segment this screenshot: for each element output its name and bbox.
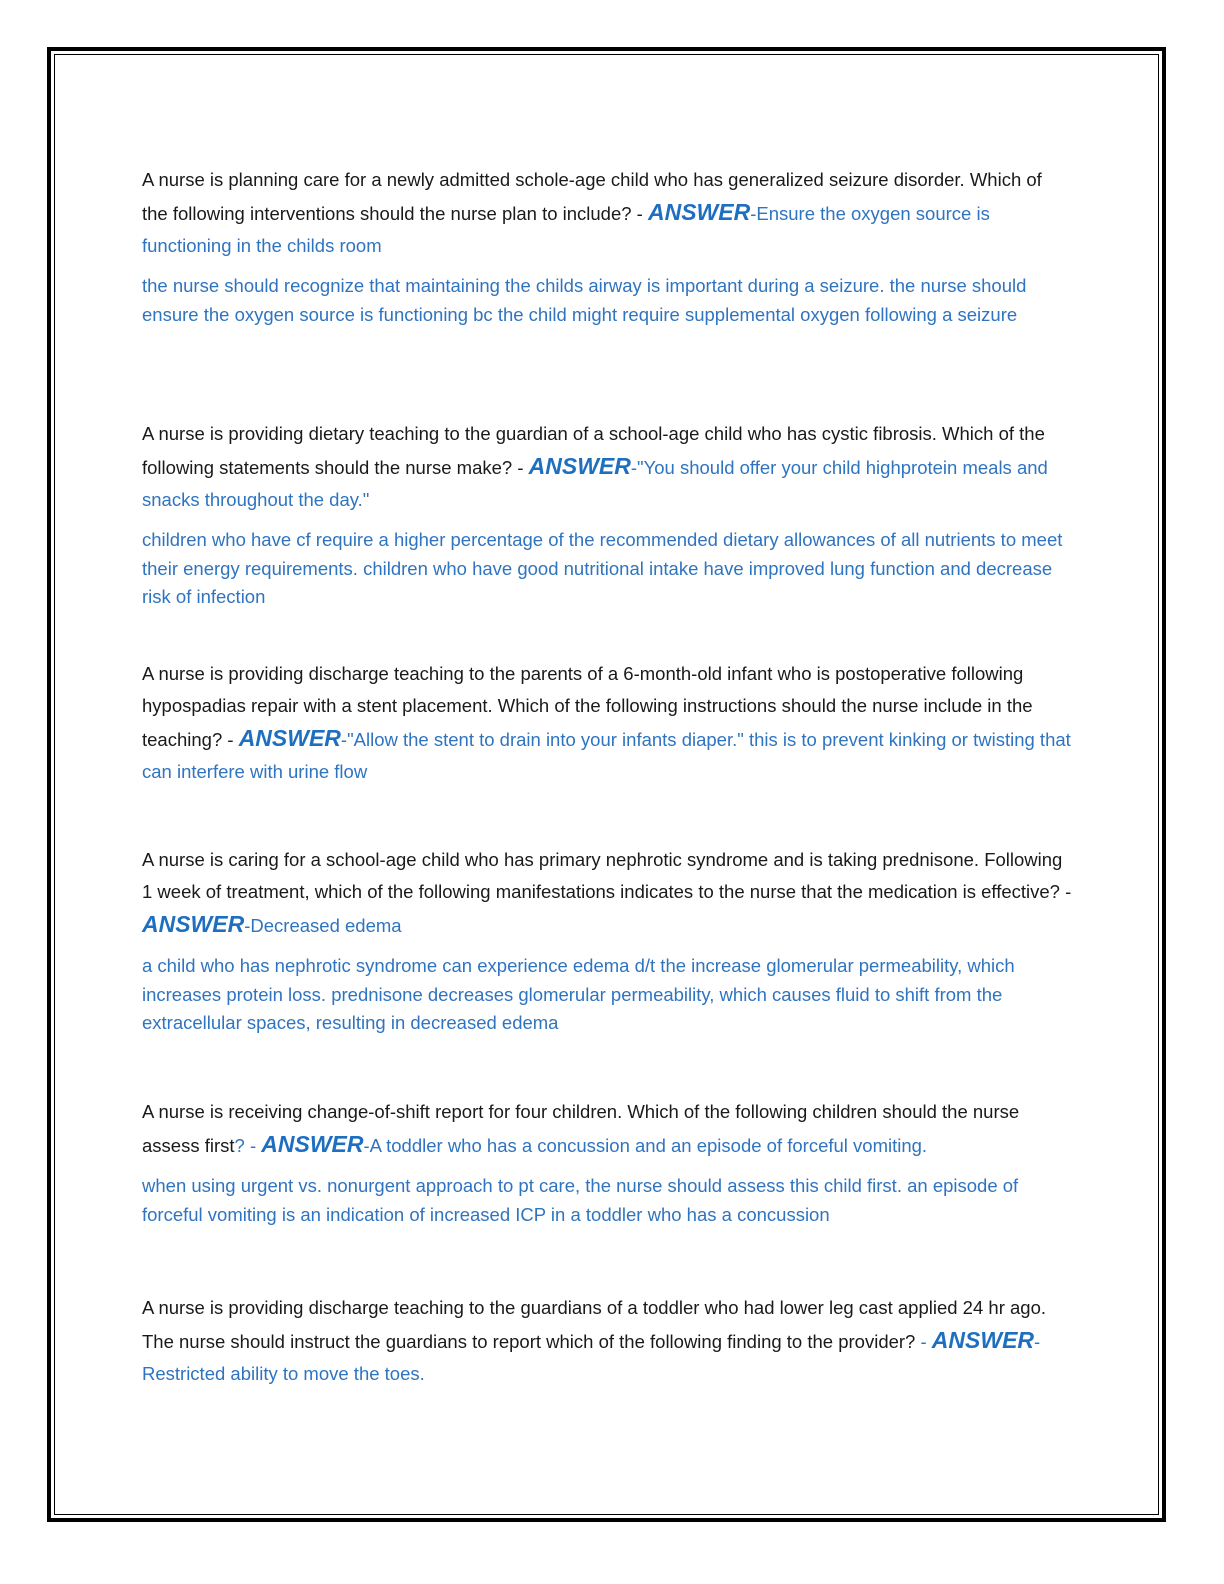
question-tail: -: [915, 1331, 932, 1352]
qa-question-paragraph: [142, 658, 1072, 788]
qa-item-6: [142, 1292, 1072, 1390]
explanation-text: children who have cf require a higher percentage of the recommended dietary allowances of all nutrients to meet their energy requirements. children who have good nutritional intake have improved lung function and decrease risk of infection: [142, 529, 1063, 607]
question-text: A nurse is receiving change-of-shift report for four children. Which of the following children should the nurse assess first: [142, 1101, 1020, 1156]
question-tail: ? -: [234, 1135, 262, 1156]
qa-question-paragraph: [142, 1292, 1072, 1390]
answer-label: ANSWER: [931, 1327, 1035, 1353]
answer-text: -Decreased edema: [244, 915, 402, 936]
qa-item-1: [142, 164, 1072, 329]
explanation-text: a child who has nephrotic syndrome can experience edema d/t the increase glomerular permeability, which increases protein loss. prednisone decreases glomerular permeability, which causes fluid to shift from the extracellular spaces, resulting in decreased edema: [142, 955, 1015, 1033]
answer-label: ANSWER: [648, 199, 751, 225]
qa-question-paragraph: [142, 1096, 1072, 1162]
answer-text: -Ensure the oxygen source is functioning in the childs room: [142, 203, 990, 256]
answer-label: ANSWER: [528, 453, 631, 479]
explanation-text: when using urgent vs. nonurgent approach to pt care, the nurse should assess this child first. an episode of forceful vomiting is an indication of increased ICP in a toddler who has a concussion: [142, 1175, 1019, 1225]
qa-item-3: [142, 658, 1072, 788]
explanation-text: the nurse should recognize that maintaining the childs airway is important during a seizure. the nurse should ensure the oxygen source is functioning bc the child might require supplemental oxygen following a seizure: [142, 275, 1027, 325]
answer-text: -"Allow the stent to drain into your infants diaper." this is to prevent kinking or twisting that can interfere with urine flow: [142, 729, 1071, 782]
answer-label: ANSWER: [142, 911, 245, 937]
question-text: A nurse is planning care for a newly admitted schole-age child who has generalized seizure disorder. Which of the following interventions should the nurse plan to include? -: [142, 169, 1042, 224]
qa-question-paragraph: [142, 418, 1072, 516]
answer-label: ANSWER: [238, 725, 341, 751]
qa-item-4: [142, 844, 1072, 1038]
answer-text: -"You should offer your child highprotein meals and snacks throughout the day.": [142, 457, 1048, 510]
question-text: A nurse is providing dietary teaching to the guardian of a school-age child who has cystic fibrosis. Which of the following statements should the nurse make? -: [142, 423, 1045, 478]
qa-question-paragraph: [142, 164, 1072, 262]
question-text: A nurse is providing discharge teaching to the parents of a 6-month-old infant who is postoperative following hypospadias repair with a stent placement. Which of the following instructions should the nurse include in the teaching? -: [142, 663, 1033, 750]
qa-question-paragraph: [142, 844, 1072, 942]
answer-text: -A toddler who has a concussion and an episode of forceful vomiting.: [363, 1135, 928, 1156]
question-text: A nurse is caring for a school-age child who has primary nephrotic syndrome and is taking prednisone. Following 1 week of treatment, which of the following manifestations indicates to the nurse that the medication is effective? -: [142, 849, 1072, 902]
answer-text: -Restricted ability to move the toes.: [142, 1331, 1041, 1384]
question-text: A nurse is providing discharge teaching to the guardians of a toddler who had lower leg cast applied 24 hr ago. The nurse should instruct the guardians to report which of the following finding to the provider?: [142, 1297, 1046, 1352]
qa-item-2: [142, 418, 1072, 612]
qa-item-5: [142, 1096, 1072, 1229]
answer-label: ANSWER: [261, 1131, 364, 1157]
